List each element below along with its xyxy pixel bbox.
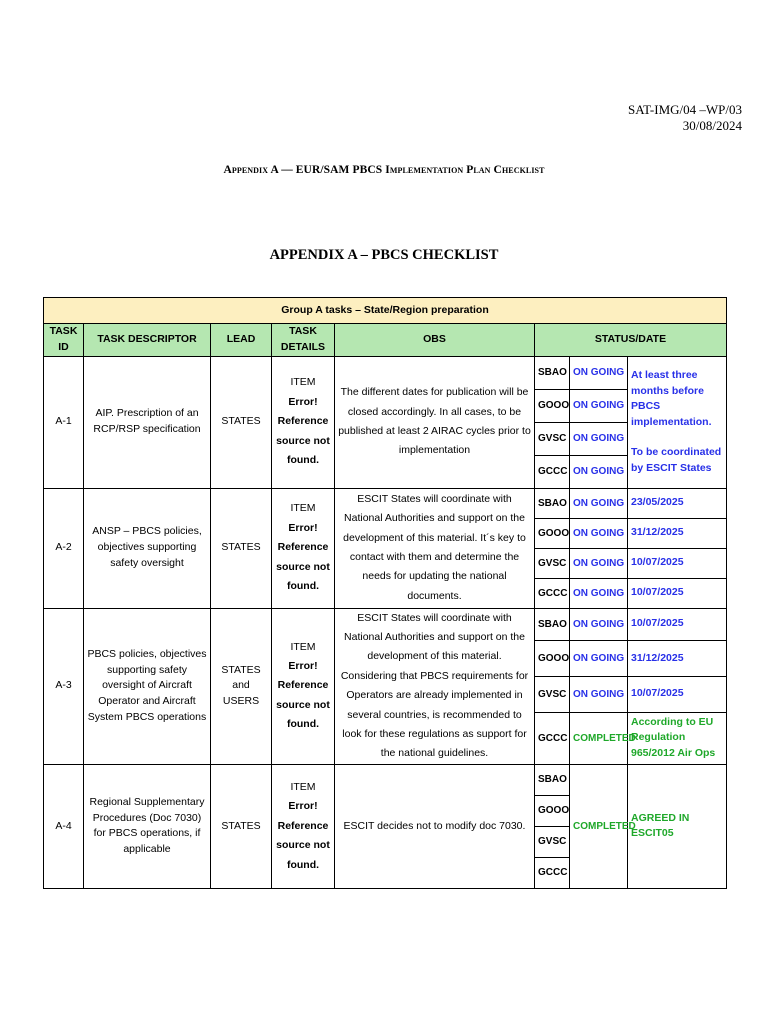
status-value: ON GOING	[570, 455, 628, 488]
task-lead: STATES	[211, 488, 272, 608]
status-date: 10/07/2025	[628, 548, 727, 578]
task-id: A-2	[44, 488, 84, 608]
status-value: COMPLETED	[570, 712, 628, 764]
status-date: 10/07/2025	[628, 578, 727, 608]
details-prefix: ITEM	[290, 640, 316, 653]
doc-ref-code: SAT-IMG/04 –WP/03	[627, 102, 742, 117]
status-date: 23/05/2025	[628, 488, 727, 518]
table-row	[44, 608, 727, 641]
status-value: ON GOING	[570, 641, 628, 677]
status-value: ON GOING	[570, 676, 628, 712]
details-prefix: ITEM	[290, 780, 316, 793]
status-date: 10/07/2025	[628, 676, 727, 712]
status-value: ON GOING	[570, 356, 628, 389]
task-descriptor: PBCS policies, objectives supporting safety oversight of Aircraft Operator and Aircraft System PBCS operations	[84, 608, 211, 764]
region-code: GVSC	[535, 676, 570, 712]
header-task-descriptor: TASK DESCRIPTOR	[84, 324, 211, 357]
region-code: GVSC	[535, 548, 570, 578]
task-details	[272, 764, 335, 888]
region-code: SBAO	[535, 608, 570, 641]
pbcs-checklist-table	[43, 297, 727, 889]
status-date: AGREED IN ESCIT05	[628, 764, 727, 888]
details-error: Error! Reference source not found.	[276, 395, 330, 467]
status-value: ON GOING	[570, 608, 628, 641]
doc-ref-date: 30/08/2024	[682, 118, 742, 133]
region-code: SBAO	[535, 764, 570, 795]
checklist-title: APPENDIX A – PBCS CHECKLIST	[269, 247, 499, 263]
region-code: GCCC	[535, 857, 570, 888]
task-id: A-1	[44, 356, 84, 488]
region-code: GOOO	[535, 795, 570, 826]
task-id: A-4	[44, 764, 84, 888]
task-obs: ESCIT States will coordinate with National Authorities and support on the development of this material. Considering that PBCS requirements for Operators are already implemented in several countries, is recommended to look for these regulations as support for the national guidelines.	[335, 608, 535, 764]
task-lead: STATES	[211, 764, 272, 888]
table-row	[44, 764, 727, 795]
status-date: 31/12/2025	[628, 641, 727, 677]
task-descriptor: Regional Supplementary Procedures (Doc 7030) for PBCS operations, if applicable	[84, 764, 211, 888]
task-lead: STATES	[211, 356, 272, 488]
task-descriptor: ANSP – PBCS policies, objectives supporting safety oversight	[84, 488, 211, 608]
region-code: GOOO	[535, 518, 570, 548]
details-prefix: ITEM	[290, 502, 316, 515]
status-value: ON GOING	[570, 422, 628, 455]
region-code: GOOO	[535, 641, 570, 677]
task-details	[272, 488, 335, 608]
details-error: Error! Reference source not found.	[276, 800, 330, 871]
details-error: Error! Reference source not found.	[276, 521, 330, 593]
task-lead: STATES and USERS	[211, 608, 272, 764]
status-date: 31/12/2025	[628, 518, 727, 548]
header-task-id: TASK ID	[44, 324, 84, 357]
task-descriptor: AIP. Prescription of an RCP/RSP specification	[84, 356, 211, 488]
task-id: A-3	[44, 608, 84, 764]
region-code: SBAO	[535, 488, 570, 518]
task-obs: ESCIT decides not to modify doc 7030.	[335, 764, 535, 888]
details-error: Error! Reference source not found.	[276, 660, 330, 731]
region-code: SBAO	[535, 356, 570, 389]
status-note	[628, 356, 727, 488]
status-value: COMPLETED	[570, 764, 628, 888]
status-value: ON GOING	[570, 518, 628, 548]
status-date: According to EU Regulation 965/2012 Air Ops	[628, 712, 727, 764]
column-header-row	[44, 324, 727, 357]
details-prefix: ITEM	[290, 376, 316, 389]
status-value: ON GOING	[570, 578, 628, 608]
table-row	[44, 488, 727, 518]
status-value: ON GOING	[570, 389, 628, 422]
group-header-row	[44, 298, 727, 324]
status-value: ON GOING	[570, 548, 628, 578]
table-row	[44, 356, 727, 389]
header-lead: LEAD	[211, 324, 272, 357]
appendix-title: Appendix A — EUR/SAM PBCS Implementation Plan Checklist	[223, 164, 545, 176]
region-code: GCCC	[535, 712, 570, 764]
task-obs: The different dates for publication will be closed accordingly. In all cases, to be published at least 2 AIRAC cycles prior to implementation	[335, 356, 535, 488]
region-code: GCCC	[535, 455, 570, 488]
region-code: GCCC	[535, 578, 570, 608]
task-obs: ESCIT States will coordinate with National Authorities and support on the development of this material. It´s key to contact with them and determine the needs for updating the national documents.	[335, 488, 535, 608]
region-code: GVSC	[535, 826, 570, 857]
region-code: GVSC	[535, 422, 570, 455]
task-details	[272, 356, 335, 488]
group-title: Group A tasks – State/Region preparation	[44, 298, 727, 324]
note-timing: At least three months before PBCS implementation.	[631, 368, 712, 428]
region-code: GOOO	[535, 389, 570, 422]
header-task-details: TASK DETAILS	[272, 324, 335, 357]
document-reference	[628, 102, 742, 134]
status-date: 10/07/2025	[628, 608, 727, 641]
header-status-date: STATUS/DATE	[535, 324, 727, 357]
header-obs: OBS	[335, 324, 535, 357]
note-coordination: To be coordinated by ESCIT States	[631, 445, 722, 474]
task-details	[272, 608, 335, 764]
status-value: ON GOING	[570, 488, 628, 518]
